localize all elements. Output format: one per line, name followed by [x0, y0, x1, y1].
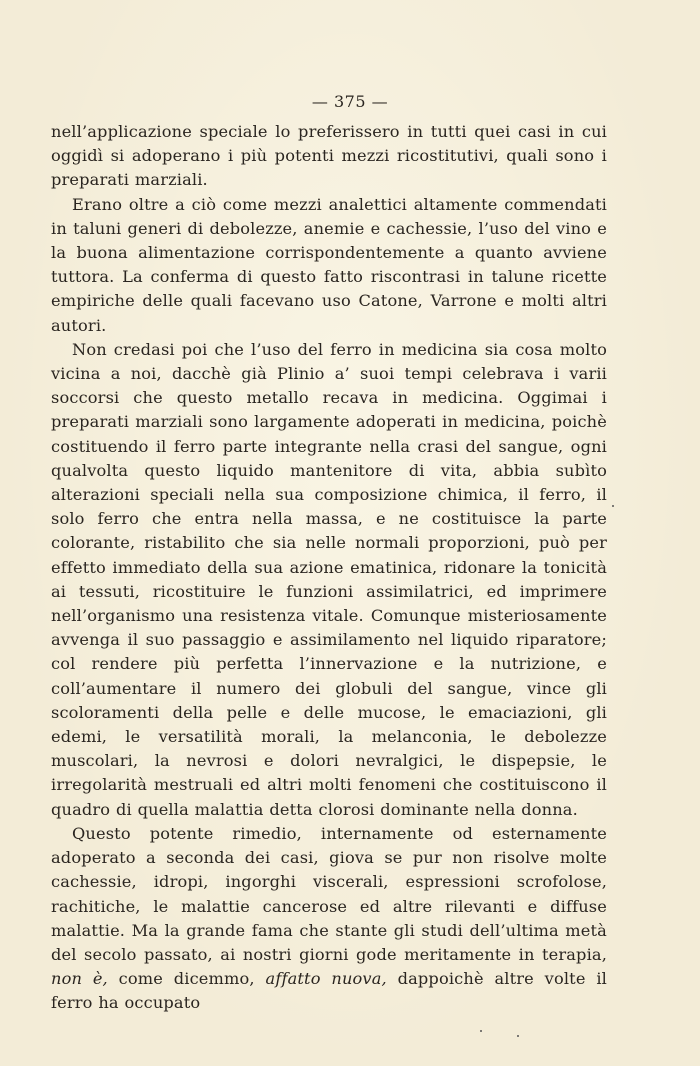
paragraph-2: Erano oltre a ciò come mezzi analettici altamente commendati in taluni generi di debolezze, anemie e cachessie, l’uso del vino e la buona alimentazione corrispondentemente a quanto avviene tuttora. La conferma di questo fatto riscontrasi in talune ricette empiriche delle quali facevano uso Catone, Varrone e molti altri autori.: [51, 194, 607, 335]
paragraph-3: Non credasi poi che l’uso del ferro in medicina sia cosa molto vicina a noi, dacchè già Plinio a’ suoi tempi celebrava i varii soccorsi che questo metallo recava in medicina. Oggimai i preparati marziali sono largamente adoperati in medicina, poichè costituendo il ferro parte integrante nella crasi del sangue, ogni qualvolta questo liquido mantenitore di vita, abbia subìto alterazioni speciali nella sua composizione chimica, il ferro, il solo ferro che entra nella massa, e ne costituisce la parte colorante, ristabilito che sia nelle normali proporzioni, può per effetto immediato della sua azione ematinica, ridonare la tonicità ai tessuti, ricostituire le funzioni assimilatrici, ed imprimere nell’organismo una resistenza vitale. Comunque misteriosamente avvenga il suo passaggio e assimilamento nel liquido riparatore; col rendere più perfetta l’innervazione e la nutrizione, e coll’aumentare il numero dei globuli del sangue, vince gli scoloramenti della pelle e delle mucose, le emaciazioni, gli edemi, le versatilità morali, la melanconia, le debolezze muscolari, la nevrosi e dolori nevralgici, le dispepsie, le irregolarità mestruali ed altri molti fenomeni che costituiscono il quadro di quella malattia detta clorosi dominante nella donna.: [51, 339, 607, 819]
ink-speck: [480, 1030, 482, 1032]
paragraph-1: nell’applicazione speciale lo preferissero in tutti quei casi in cui oggidì si adoperano i più potenti mezzi ricostitutivi, quali sono i preparati marziali.: [51, 122, 607, 190]
ink-speck: [612, 505, 614, 507]
paragraph-4: [51, 822, 607, 1016]
ink-speck: [517, 1035, 519, 1037]
paragraph-4-italic-affatto-nuova: affatto nuova,: [265, 969, 387, 989]
paragraph-4-text-middle: come dicemmo,: [107, 969, 266, 989]
page-number: — 375 —: [311, 92, 389, 111]
paragraph-4-text-after: dappoichè altre volte il ferro ha occupato: [51, 969, 607, 1013]
paragraph-4-text-before: Questo potente rimedio, internamente od esternamente adoperato a seconda dei casi, giova se pur non risolve molte cachessie, idropi, ingorghi viscerali, espressioni scrofolose, rachitiche, le malattie cancerose ed altre rilevanti e diffuse malattie. Ma la grande fama che stante gli studi dell’ultima metà del secolo passato, ai nostri giorni gode meritamente in terapia,: [51, 823, 607, 964]
body-text: [51, 120, 607, 1016]
paragraph-4-italic-non-e: non è,: [51, 969, 108, 989]
